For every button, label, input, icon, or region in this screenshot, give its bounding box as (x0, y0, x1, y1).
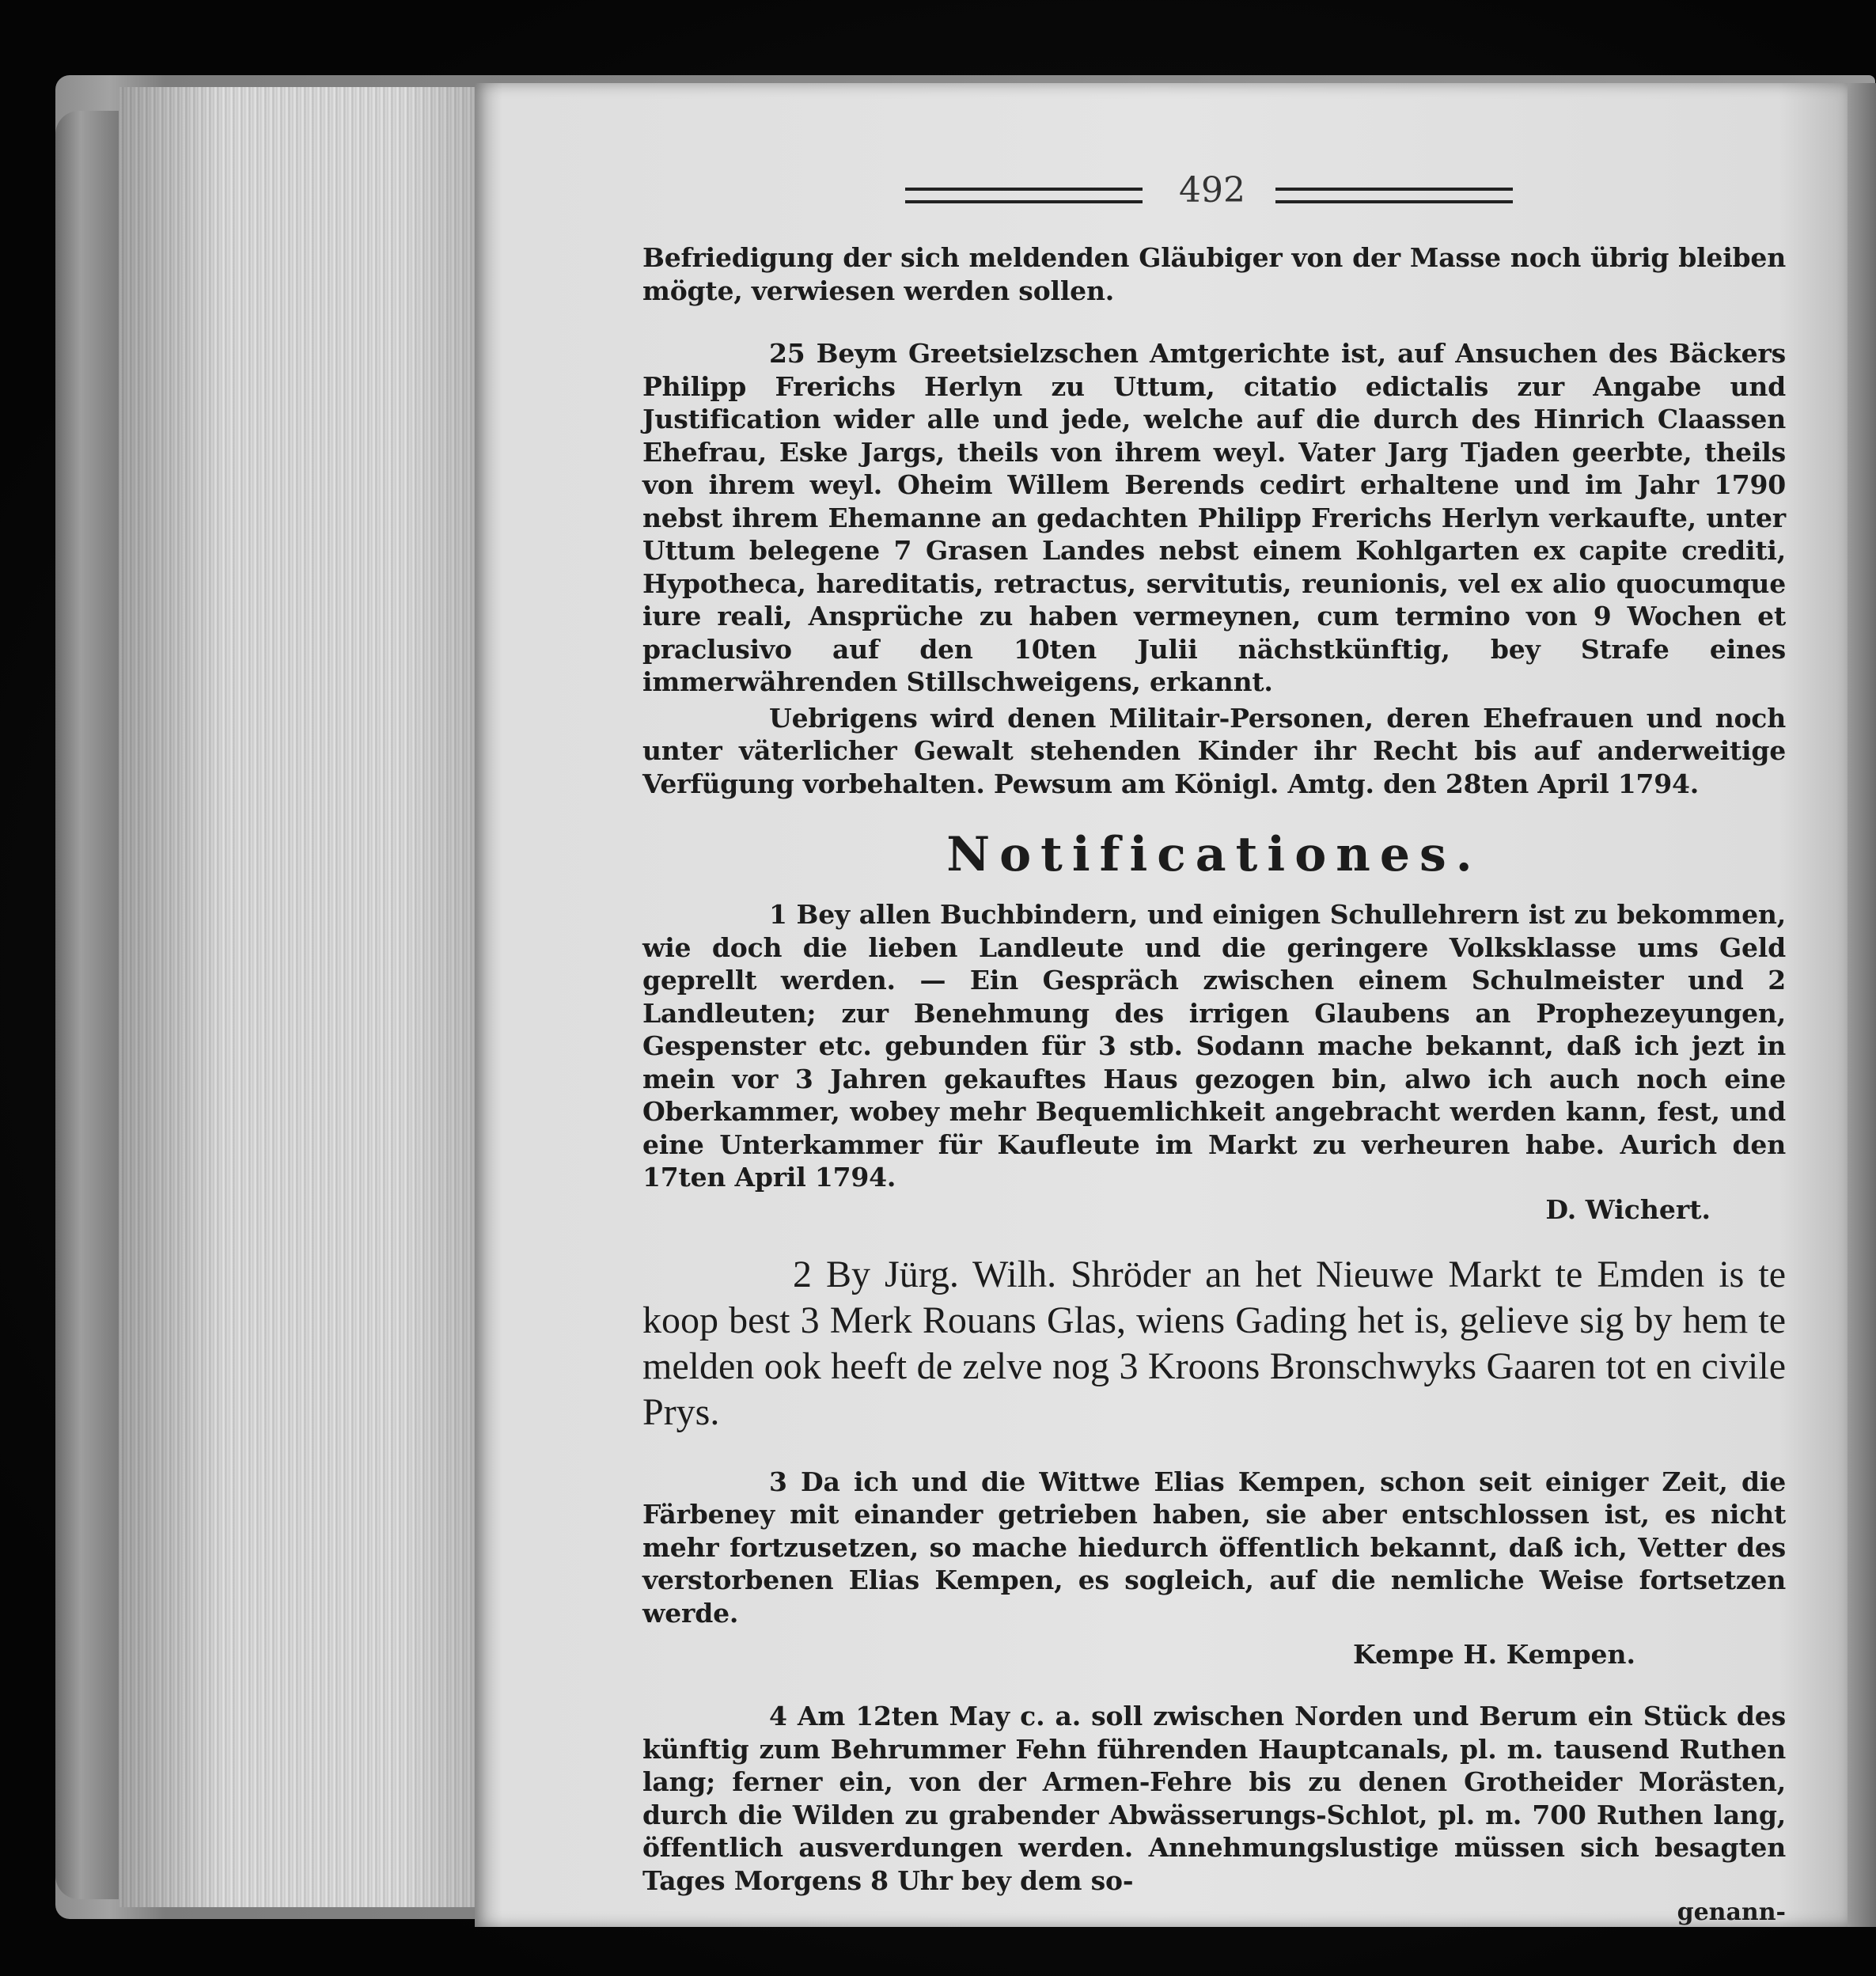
paragraph-uebrigens: Uebrigens wird denen Militair-Personen, deren Ehefrauen und noch unter väterlicher Gewalt stehenden Kinder ihr Recht bis auf anderweitige Verfügung vorbehalten. Pewsum am Königl. Amtg. den 28ten April 1794. (642, 702, 1786, 799)
page-header (642, 170, 1786, 218)
notice-1-signature: D. Wichert. (1545, 1193, 1711, 1225)
paragraph-25: 25 Beym Greetsielzschen Amtgerichte ist, auf Ansuchen des Bäckers Philipp Frerichs Herlyn zu Uttum, citatio edictalis zur Angabe und Justification wider alle und jede, welche auf die durch des Hinrich Claassen Ehefrau, Eske Jargs, theils von ihrem weyl. Vater Jarg Tjaden geerbte, theils von ihrem weyl. Oheim Willem Berends cedirt erhaltene und im Jahr 1790 nebst ihrem Ehemanne an gedachten Philipp Frerichs Herlyn verkaufte, unter Uttum belegene 7 Grasen Landes nebst einem Kohlgarten ex capite crediti, Hypotheca, hareditatis, retractus, servitutis, reunionis, vel ex alio quocumque iure reali, Ansprüche zu haben vermeynen, cum termino von 9 Wochen et praclusivo auf den 10ten Julii nächstkünftig, bey Strafe eines immerwährenden Stillschweigens, erkannt. (642, 338, 1786, 697)
notice-4: 4 Am 12ten May c. a. soll zwischen Norden und Berum ein Stück des künftig zum Behrummer Fehn führenden Hauptcanals, pl. m. tausend Ruthen lang; ferner ein, von der Armen-Fehre bis zu denen Grotheider Morästen, durch die Wilden zu grabender Abwässerungs-Schlot, pl. m. 700 Ruthen lang, öffentlich ausverdungen werden. Annehmungslustige müssen sich besagten Tages Morgens 8 Uhr bey dem so- (642, 1701, 1786, 1896)
header-rule-right (1275, 188, 1513, 203)
header-rule-left (905, 188, 1143, 203)
page-edges-shadow (119, 87, 475, 1907)
section-title: Notificationes. (946, 827, 1482, 882)
paragraph-continuation: Befriedigung der sich meldenden Gläubiger von der Masse noch übrig bleiben mögte, verwiesen werden sollen. (642, 242, 1786, 306)
cover-edge-right (1848, 83, 1876, 1927)
notice-1: 1 Bey allen Buchbindern, und einigen Schullehrern ist zu bekommen, wie doch die lieben Landleute und die geringere Volksklasse ums Geld geprellt werden. — Ein Gespräch zwischen einem Schulmeister und 2 Landleuten; zur Benehmung des irrigen Glaubens an Prophezeyungen, Gespenster etc. gebunden für 3 stb. Sodann mache bekannt, daß ich jezt in mein vor 3 Jahren gekauftes Haus gezogen bin, alwo ich auch noch eine Oberkammer, wobey mehr Bequemlichkeit angebracht werden kann, fest, und eine Unterkammer für Kaufleute im Markt zu verheuren habe. Aurich den 17ten April 1794. (642, 899, 1786, 1193)
page-content (642, 170, 1786, 1926)
book-spine (55, 111, 119, 1899)
notice-3: 3 Da ich und die Wittwe Elias Kempen, schon seit einiger Zeit, die Färbeney mit einander getrieben haben, sie aber entschlossen ist, es nicht mehr fortzusetzen, so mache hiedurch öffentlich bekannt, daß ich, Vetter des verstorbenen Elias Kempen, es sogleich, auf die nemliche Weise fortsetzen werde. (642, 1466, 1786, 1629)
notice-3-signature: Kempe H. Kempen. (1352, 1639, 1635, 1670)
catchword: genann- (1677, 1898, 1786, 1926)
page-number: 492 (1179, 170, 1245, 210)
notice-2: 2 By Jürg. Wilh. Shröder an het Nieuwe Markt te Emden is te koop best 3 Merk Rouans Glas, wiens Gading het is, gelieve sig by hem te melden ook heeft de zelve nog 3 Kroons Bronschwyks Gaaren tot en civile Prys. (642, 1253, 1786, 1433)
